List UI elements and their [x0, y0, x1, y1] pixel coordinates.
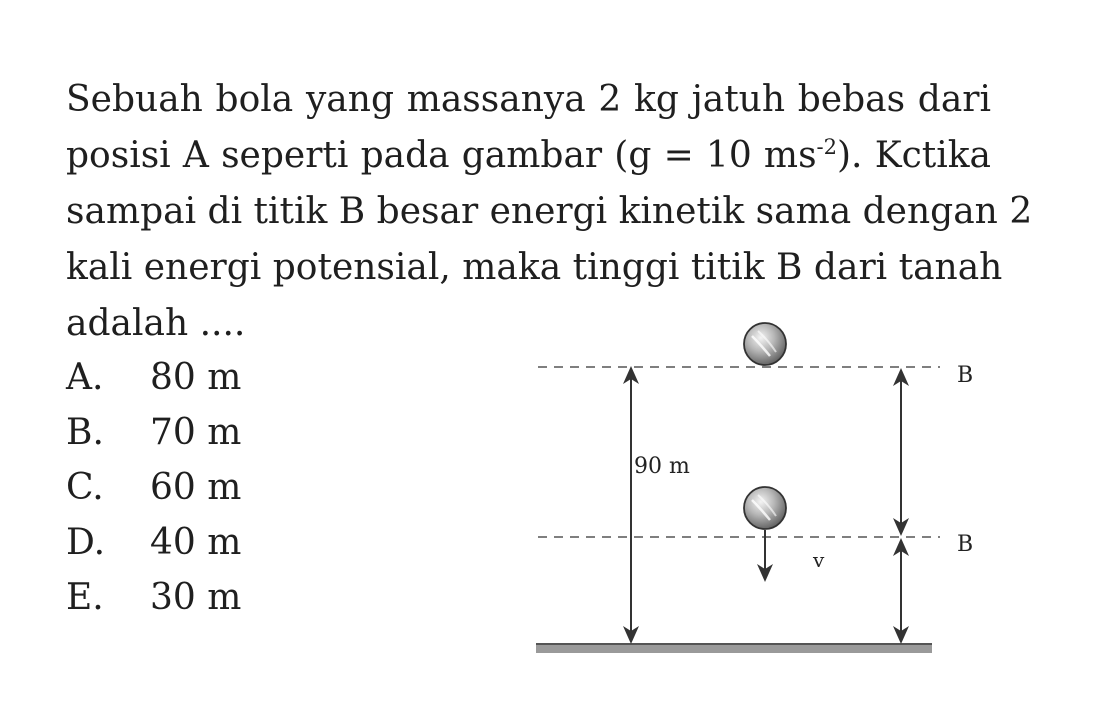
option-value: 70 m: [150, 412, 242, 453]
height-label: 90 m: [634, 454, 690, 479]
option-letter: A.: [66, 357, 104, 398]
option-letter: B.: [66, 412, 104, 453]
question-line-2-start: posisi A seperti pada gambar (g = 10 ms: [66, 135, 817, 176]
top-level-label: B: [957, 363, 974, 388]
height-arrow-left: [623, 366, 639, 644]
ball-at-top: [744, 323, 786, 365]
question-line-5: adalah ....: [66, 303, 246, 344]
option-letter: D.: [66, 522, 106, 563]
option-value: 30 m: [150, 577, 242, 618]
velocity-label: v: [813, 548, 825, 572]
option-value: 80 m: [150, 357, 242, 398]
ball-at-mid: [744, 487, 786, 529]
option-letter: E.: [66, 577, 104, 618]
option-value: 60 m: [150, 467, 242, 508]
exponent: -2: [816, 135, 838, 159]
question-line-1: Sebuah bola yang massanya 2 kg jatuh bebas dari: [66, 79, 991, 120]
upper-segment-arrow: [893, 368, 909, 536]
velocity-arrow: [757, 530, 773, 582]
option-value: 40 m: [150, 522, 242, 563]
question-line-4: kali energi potensial, maka tinggi titik B dari tanah: [66, 247, 1003, 288]
question-line-3: sampai di titik B besar energi kinetik sama dengan 2: [66, 191, 1033, 232]
lower-segment-arrow: [893, 538, 909, 644]
question-line-2-end: ). Kctika: [837, 135, 992, 176]
ground: [536, 644, 932, 653]
mid-level-label: B: [957, 532, 974, 557]
option-letter: C.: [66, 467, 104, 508]
